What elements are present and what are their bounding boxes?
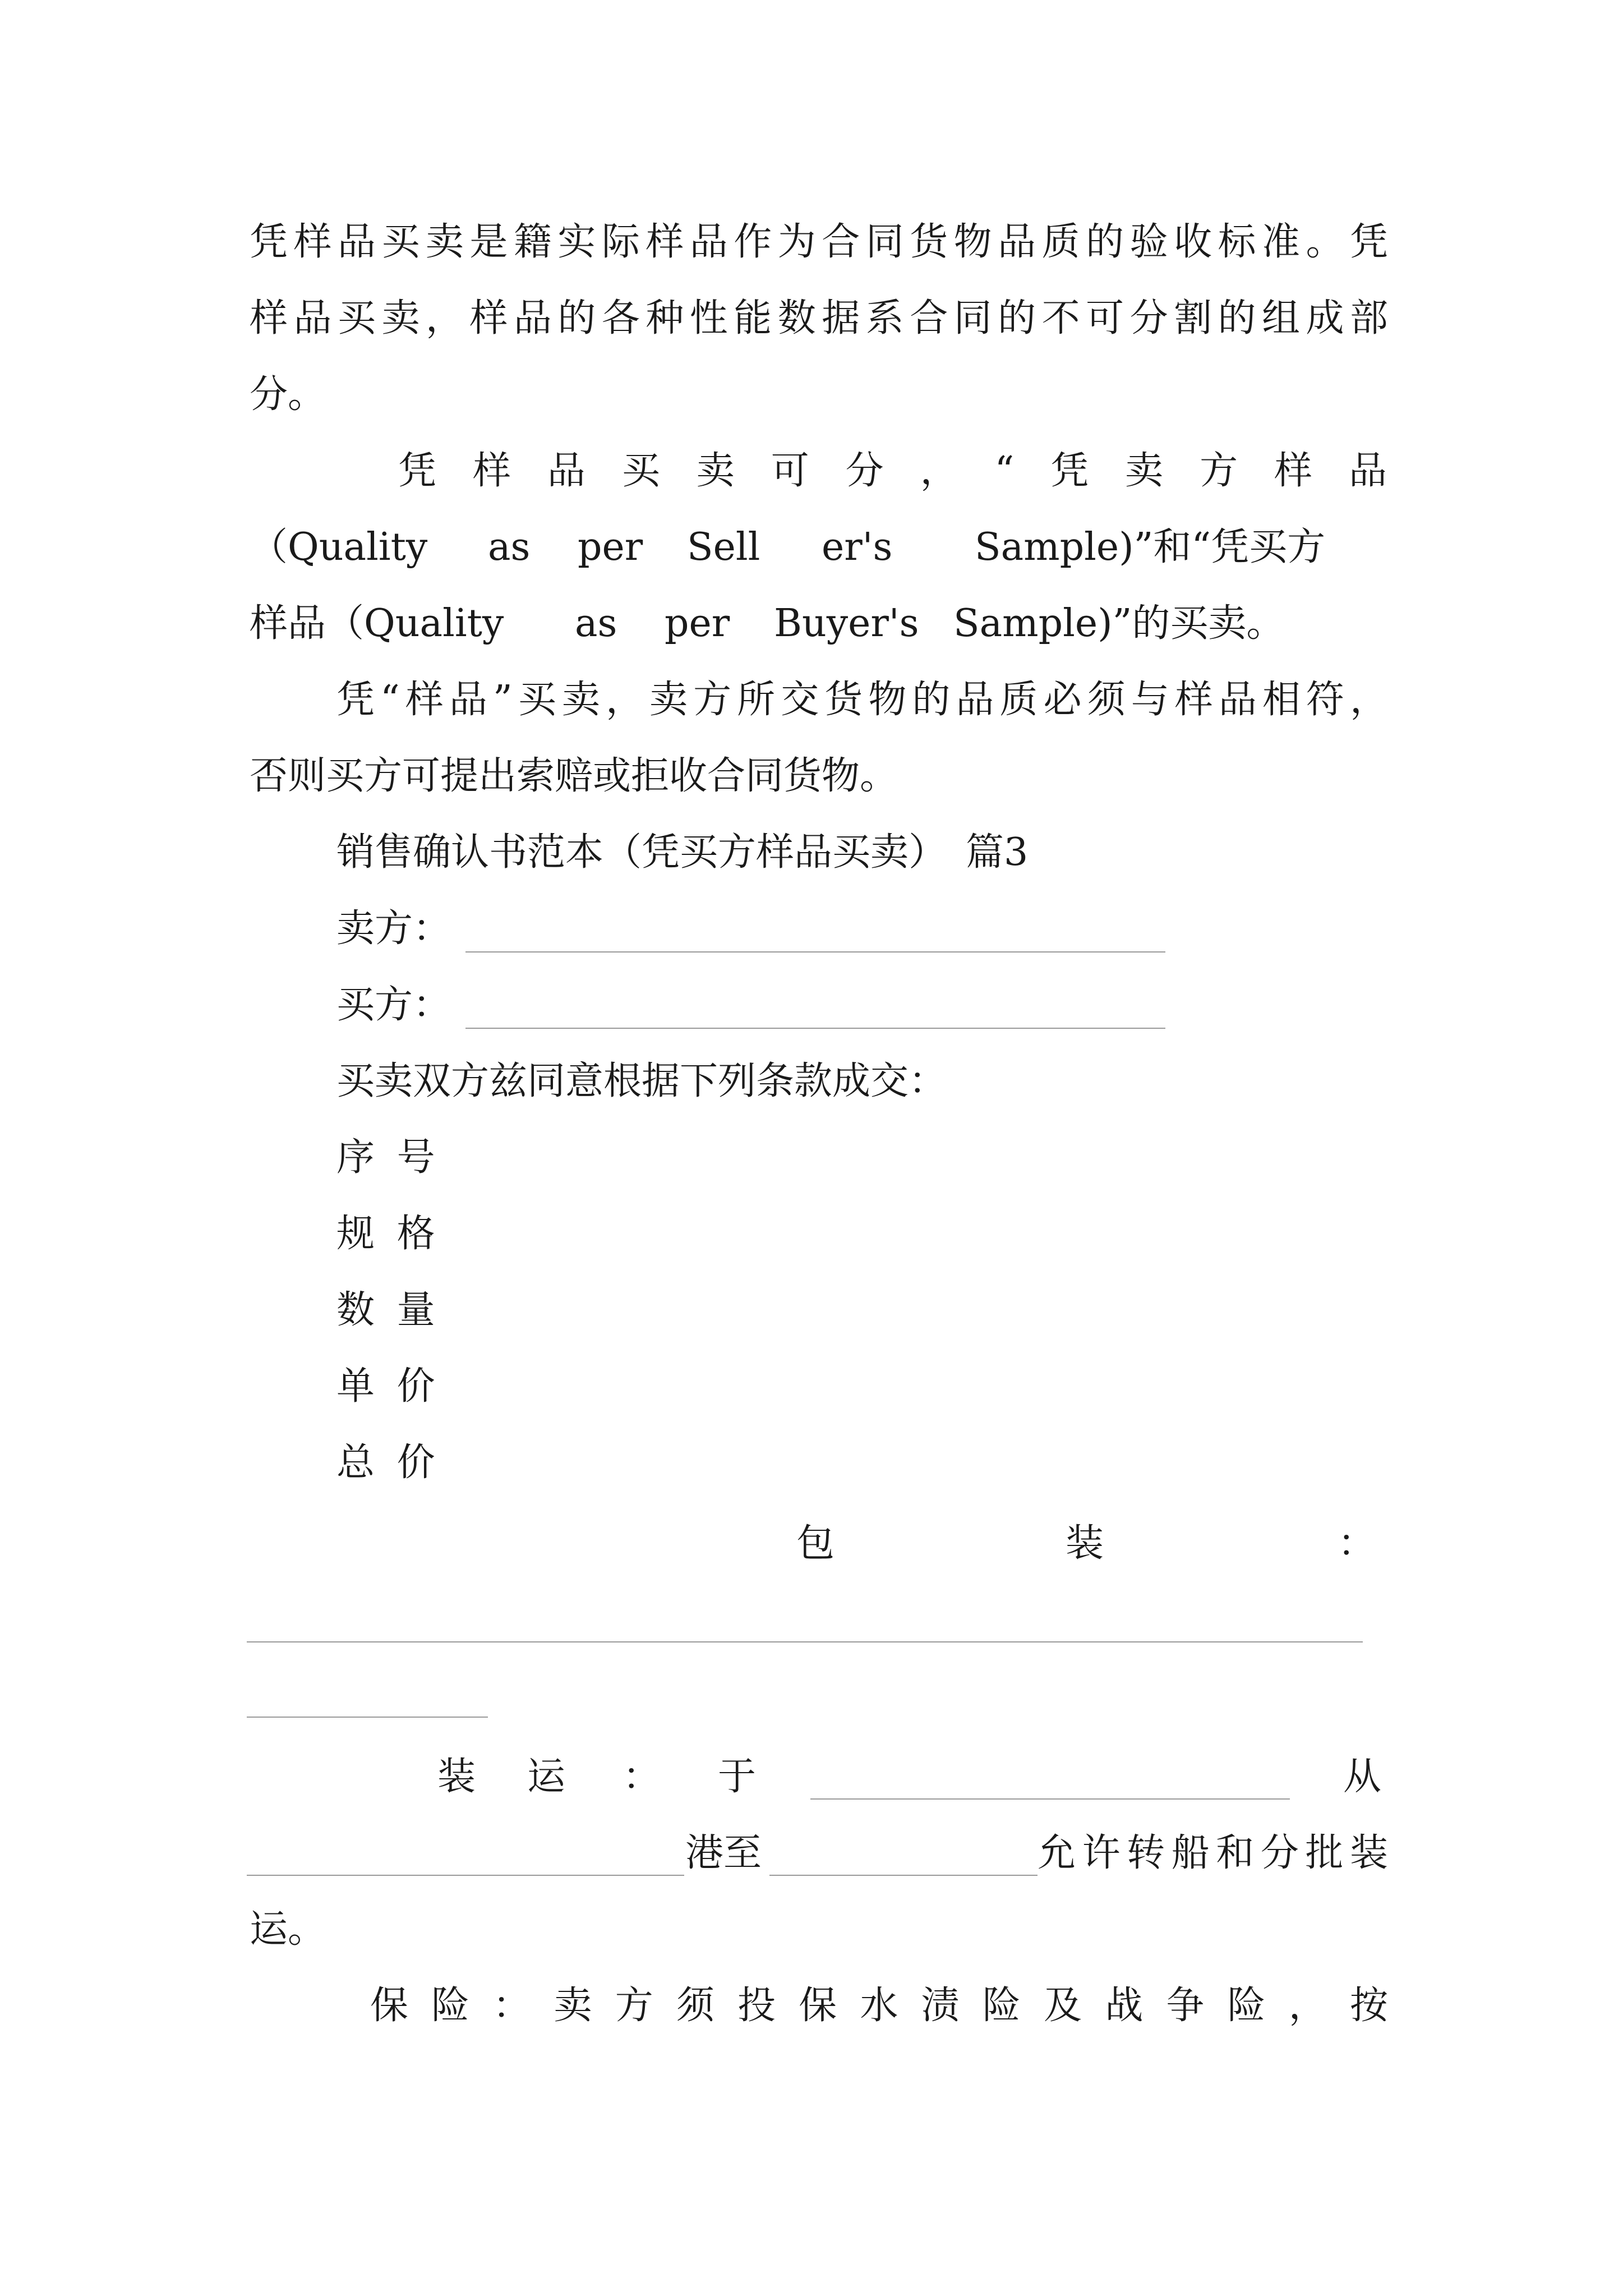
para2-line3-e: Sample)”的买卖。 [953, 601, 1285, 646]
field-unit-price: 单 价 [336, 1364, 435, 1409]
para3-line2: 否则买方可提出索赔或拒收合同货物。 [250, 754, 898, 798]
field-spec: 规 格 [336, 1212, 435, 1256]
para3-line1: 凭“样品”买卖，卖方所交货物的品质必须与样品相符， [336, 678, 1388, 722]
field-quantity: 数 量 [336, 1288, 435, 1332]
shipping-char-at: 于 [718, 1755, 757, 1799]
para1-line2: 样品买卖，样品的各种性能数据系合同的不可分割的组成部 [250, 296, 1388, 341]
para2-line3-d: Buyer's [774, 601, 919, 646]
para1-line3: 分。 [250, 372, 326, 417]
para2-line2-d: Sell [687, 525, 760, 569]
shipping-char-2: 运 [527, 1755, 566, 1799]
packing-char-1: 包 [796, 1521, 835, 1566]
insurance-line: 保险：卖方须投保水渍险及战争险，按 [370, 1984, 1388, 2028]
field-serial: 序 号 [336, 1135, 435, 1180]
para2-line2-a: （Quality [250, 525, 428, 569]
shipping-from-port-blank[interactable] [247, 1875, 684, 1876]
para1-line1: 凭样品买卖是籍实际样品作为合同货物品质的验收标准。凭 [250, 220, 1388, 264]
seller-blank-line[interactable] [465, 951, 1165, 953]
packing-colon: ： [1338, 1521, 1376, 1566]
buyer-label: 买方： [336, 983, 451, 1027]
para2-line2-f: Sample)”和“凭买方 [975, 525, 1326, 569]
para2-line3-b: as [575, 601, 617, 646]
section-heading: 销售确认书范本（凭买方样品买卖） 篇3 [336, 830, 1029, 875]
para2-line1: 凭样品买卖可分，“凭卖方样品 [398, 449, 1388, 493]
shipping-char-from: 从 [1343, 1755, 1382, 1799]
shipping-port-to: 港至 [685, 1831, 762, 1875]
para2-line2-e: er's [822, 525, 893, 569]
para2-line3-a: 样品（Quality [250, 601, 504, 646]
shipping-colon: ： [623, 1755, 661, 1799]
field-total-price: 总 价 [336, 1441, 435, 1485]
shipping-end: 运。 [250, 1907, 326, 1952]
shipping-to-port-blank[interactable] [769, 1875, 1038, 1876]
para2-line3-c: per [665, 601, 730, 646]
agreement-text: 买卖双方兹同意根据下列条款成交： [336, 1059, 947, 1103]
shipping-allow-text: 允许转船和分批装 [1038, 1831, 1388, 1875]
packing-blank-line-2[interactable] [247, 1717, 488, 1718]
packing-char-2: 装 [1066, 1521, 1104, 1566]
para2-line2-c: per [578, 525, 643, 569]
para2-line2-b: as [488, 525, 531, 569]
shipping-date-blank[interactable] [810, 1798, 1290, 1800]
buyer-blank-line[interactable] [465, 1028, 1165, 1029]
packing-blank-line-1[interactable] [247, 1641, 1363, 1642]
shipping-char-1: 装 [437, 1755, 476, 1799]
seller-label: 卖方： [336, 907, 451, 951]
